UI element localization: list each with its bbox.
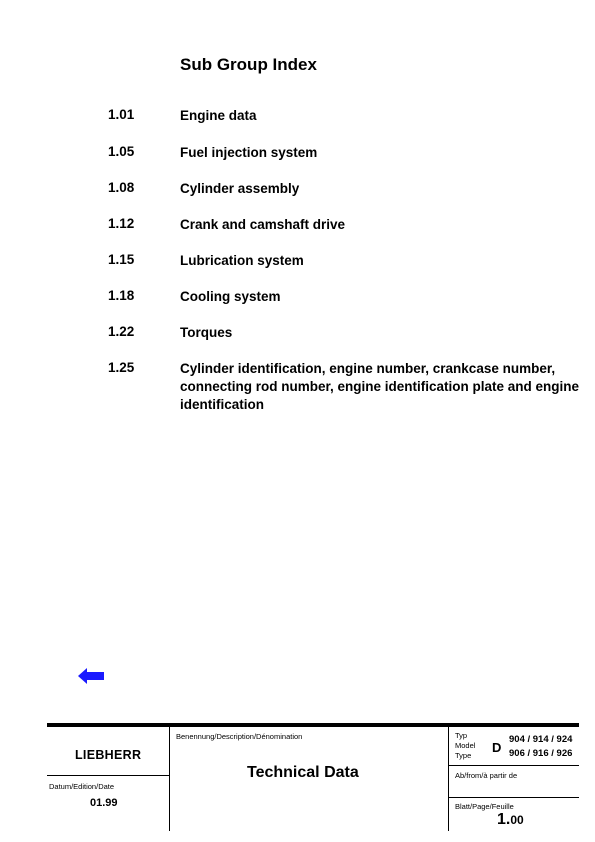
model-numbers: 906 / 916 / 926 [509, 748, 573, 759]
index-title: Crank and camshaft drive [180, 217, 346, 232]
model-numbers: 904 / 914 / 924 [509, 734, 573, 745]
company-name: LIEBHERR [75, 748, 142, 762]
sub-group-index-title: Sub Group Index [180, 55, 317, 74]
index-title: Engine data [180, 108, 257, 123]
index-title: Cylinder assembly [180, 181, 300, 196]
description-label: Benennung/Description/Dénomination [176, 732, 303, 741]
title-block-divider [448, 765, 579, 766]
from-label: Ab/from/à partir de [455, 771, 518, 780]
index-number: 1.25 [108, 360, 135, 375]
index-number: 1.05 [108, 144, 135, 159]
page-number-minor: 00 [510, 813, 524, 827]
index-title: Torques [180, 325, 233, 340]
page-label: Blatt/Page/Feuille [455, 802, 514, 811]
index-title: Fuel injection system [180, 145, 318, 160]
index-number: 1.15 [108, 252, 135, 267]
index-number: 1.12 [108, 216, 135, 231]
title-block-divider [47, 775, 169, 776]
left-arrow-icon[interactable] [78, 667, 105, 685]
document-title: Technical Data [247, 764, 359, 781]
title-block-top-rule [47, 723, 579, 727]
index-title: Cooling system [180, 289, 281, 304]
title-block-divider [169, 727, 170, 831]
title-block-divider [448, 727, 449, 831]
index-title: Lubrication system [180, 253, 304, 268]
index-number: 1.18 [108, 288, 135, 303]
title-block-divider [448, 797, 579, 798]
index-title: Cylinder identification, engine number, crankcase number, connecting rod number, engine identification plate and engine identification [180, 361, 580, 412]
type-label: Typ [455, 731, 468, 740]
edition-value: 01.99 [90, 797, 118, 809]
index-number: 1.08 [108, 180, 135, 195]
type-label: Type [455, 751, 472, 760]
index-number: 1.01 [108, 107, 135, 122]
page-number-major: 1. [497, 811, 511, 828]
type-letter: D [492, 740, 502, 755]
type-label: Model [455, 741, 476, 750]
index-number: 1.22 [108, 324, 135, 339]
edition-label: Datum/Edition/Date [49, 782, 115, 791]
left-arrow-shape [78, 668, 104, 684]
page-number [497, 811, 524, 829]
